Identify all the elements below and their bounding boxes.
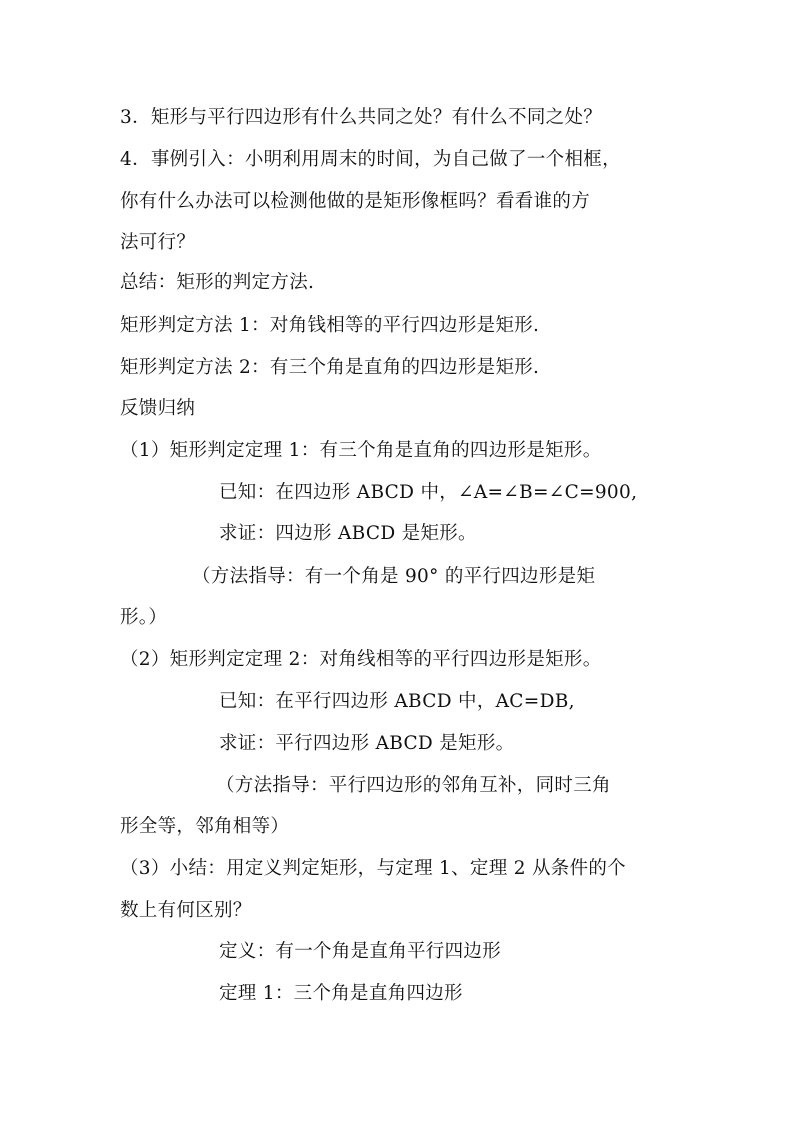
theorem-1-given: 已知：在四边形 ABCD 中，∠A=∠B=∠C=900, [219,482,638,503]
method-1: 矩形判定方法 1：对角钱相等的平行四边形是矩形. [120,315,540,336]
question-3: 3．矩形与平行四边形有什么共同之处？有什么不同之处？ [120,107,603,128]
summary-heading: 总结：矩形的判定方法. [120,272,315,293]
theorem-2-given: 已知：在平行四边形 ABCD 中，AC=DB, [219,691,575,712]
method-2: 矩形判定方法 2：有三个角是直角的四边形是矩形. [120,357,540,378]
question-4-line-2: 你有什么办法可以检测他做的是矩形像框吗？看看谁的方 [120,191,591,212]
question-4-line-3: 法可行？ [120,232,196,253]
theorem-1-condition-line: 定理 1：三个角是直角四边形 [219,983,463,1004]
theorem-1-hint-line-1: （方法指导：有一个角是 90° 的平行四边形是矩 [192,566,596,587]
theorem-2-prove: 求证：平行四边形 ABCD 是矩形。 [219,733,515,754]
theorem-1: （1）矩形判定定理 1：有三个角是直角的四边形是矩形。 [120,440,602,461]
question-4-line-1: 4．事例引入：小明利用周末的时间，为自己做了一个相框， [120,149,621,170]
definition-line: 定义：有一个角是直角平行四边形 [219,941,502,962]
theorem-2: （2）矩形判定定理 2：对角线相等的平行四边形是矩形。 [120,649,602,670]
theorem-2-hint-line-1: （方法指导：平行四边形的邻角互补，同时三角 [216,775,611,796]
summary-question-line-2: 数上有何区别？ [120,900,252,921]
summary-question-line-1: （3）小结：用定义判定矩形，与定理 1、定理 2 从条件的个 [120,858,626,879]
theorem-1-hint-line-2: 形。） [120,607,168,628]
theorem-2-hint-line-2: 形全等，邻角相等） [120,816,290,837]
feedback-heading: 反馈归纳 [120,398,196,419]
theorem-1-prove: 求证：四边形 ABCD 是矩形。 [219,523,477,544]
